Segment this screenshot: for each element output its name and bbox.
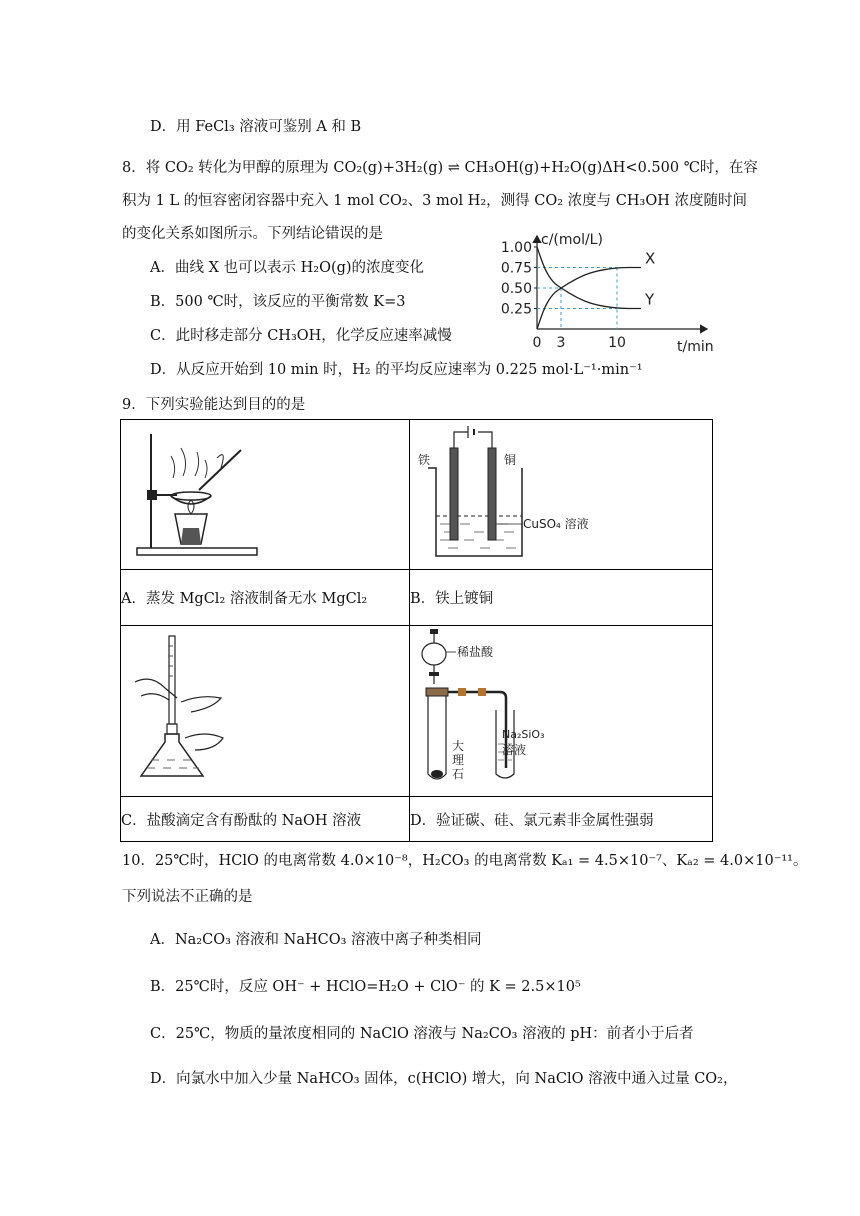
q10-stem-line1: 10．25℃时，HClO 的电离常数 4.0×10⁻⁸，H₂CO₃ 的电离常数 Kₐ₁ = 4.5×10⁻⁷、Kₐ₂ = 4.0×10⁻¹¹。 [122, 853, 808, 869]
evaporation-apparatus [121, 420, 409, 565]
cell-caption-d: D．验证碳、硅、氯元素非金属性强弱 [410, 797, 713, 842]
series-label-X: X [645, 249, 656, 268]
y-tick-label: 0.25 [500, 301, 532, 318]
x-tick-label: 3 [556, 335, 566, 351]
titration-apparatus [121, 626, 409, 792]
q10-stem-line2: 下列说法不正确的是 [122, 889, 253, 905]
q9-table [120, 419, 713, 842]
cell-caption-a: A．蒸发 MgCl₂ 溶液制备无水 MgCl₂ [121, 570, 410, 626]
q9-stem: 9．下列实验能达到目的的是 [122, 397, 306, 413]
y-tick-label: 1.00 [500, 240, 532, 256]
cell-figure-d [410, 626, 713, 797]
label-marble-1: 大 [452, 739, 465, 753]
series-line-X [537, 268, 641, 330]
concentration-chart [495, 230, 725, 355]
q8-stem-line1: 8．将 CO₂ 转化为甲醇的原理为 CO₂(g)+3H₂(g) ⇌ CH₃OH(g)+H₂O(g)ΔH<0.500 ℃时，在容 [122, 160, 758, 176]
cell-caption-b: B．铁上镀铜 [410, 570, 713, 626]
cell-figure-a [121, 420, 410, 570]
label-copper: 铜 [504, 453, 517, 467]
q8-option-b: B．500 ℃时，该反应的平衡常数 K=3 [150, 294, 406, 310]
acidity-comparison-apparatus [410, 626, 712, 792]
electroplating-apparatus [410, 420, 712, 565]
y-axis-label: c/(mol/L) [541, 232, 603, 248]
q8-option-a: A．曲线 X 也可以表示 H₂O(g)的浓度变化 [150, 260, 425, 276]
label-marble-3: 石 [452, 767, 465, 781]
x-tick-label: 10 [608, 335, 626, 351]
y-tick-label: 0.50 [500, 281, 532, 297]
label-solution: 溶液 [502, 743, 527, 757]
cell-figure-c [121, 626, 410, 797]
x-tick-label: 0 [532, 335, 542, 351]
q10-option-c: C．25℃，物质的量浓度相同的 NaClO 溶液与 Na₂CO₃ 溶液的 pH：前者小于后者 [150, 1026, 694, 1042]
series-label-Y: Y [645, 290, 655, 309]
q8-option-d: D．从反应开始到 10 min 时，H₂ 的平均反应速率为 0.225 mol·L⁻¹·min⁻¹ [150, 362, 643, 378]
q10-option-d: D．向氯水中加入少量 NaHCO₃ 固体，c(HClO) 增大，向 NaClO 溶液中通入过量 CO₂， [150, 1071, 738, 1087]
x-axis-label: t/min [677, 339, 714, 355]
label-cuso4: CuSO₄ 溶液 [523, 517, 589, 531]
series-line-Y [537, 247, 641, 309]
q8-stem-line3: 的变化关系如图所示。下列结论错误的是 [122, 226, 383, 242]
y-tick-label: 0.75 [500, 260, 532, 277]
q7-option-d: D．用 FeCl₃ 溶液可鉴别 A 和 B [150, 119, 362, 135]
q10-option-a: A．Na₂CO₃ 溶液和 NaHCO₃ 溶液中离子种类相同 [150, 932, 482, 948]
q10-option-b: B．25℃时，反应 OH⁻ + HClO=H₂O + ClO⁻ 的 K = 2.5×10⁵ [150, 979, 581, 995]
cell-caption-c: C．盐酸滴定含有酚酞的 NaOH 溶液 [121, 797, 410, 842]
label-iron: 铁 [418, 453, 431, 467]
label-dilute-hcl: 稀盐酸 [457, 645, 494, 659]
label-na2sio3: Na₂SiO₃ [502, 728, 545, 741]
q8-stem-line2: 积为 1 L 的恒容密闭容器中充入 1 mol CO₂、3 mol H₂，测得 CO₂ 浓度与 CH₃OH 浓度随时间 [122, 193, 747, 209]
cell-figure-b [410, 420, 713, 570]
label-marble-2: 理 [452, 753, 465, 767]
q8-option-c: C．此时移走部分 CH₃OH，化学反应速率减慢 [150, 328, 452, 344]
